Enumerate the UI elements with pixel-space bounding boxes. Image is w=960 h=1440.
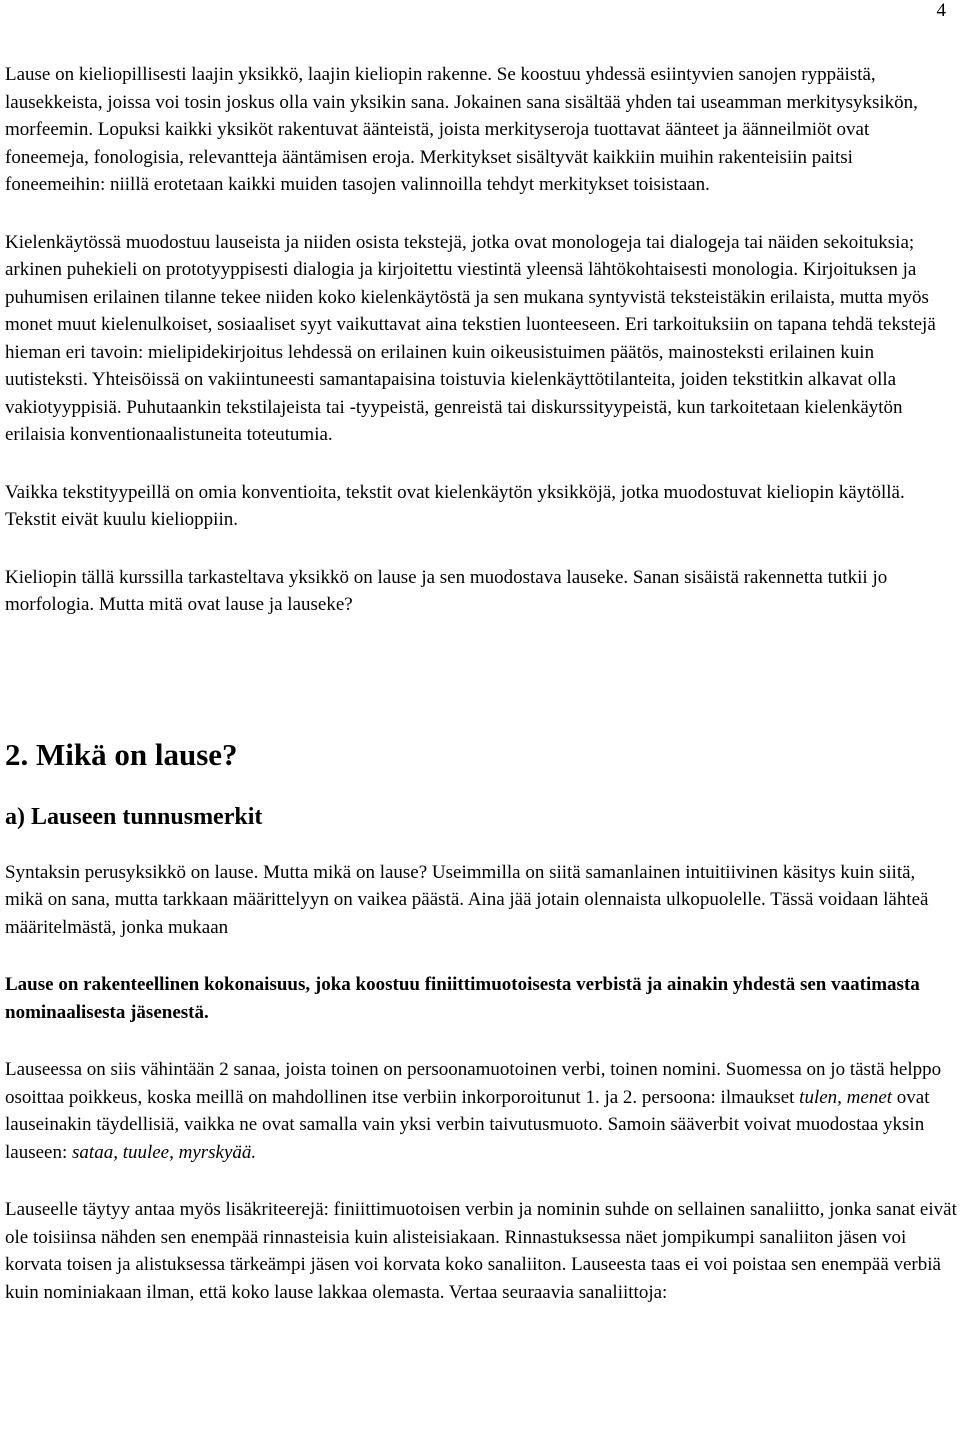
italic-example: tulen, menet — [799, 1086, 893, 1108]
paragraph-language-use: Kielenkäytössä muodostuu lauseista ja niiden osista tekstejä, jotka ovat monologeja tai dialogeja tai näiden sekoituksia; arkinen puhekieli on prototyyppisesti dialogia ja kirjoitettu viestintä yleensä lähtökohtaisesti monologia. Kirjoituksen ja puhumisen erilainen tilanne tekee niiden koko kielenkäytöstä ja sen mukana syntyvistä teksteistäkin erilaista, mutta myös monet muut kielenulkoiset, sosiaaliset syyt vaikuttavat aina tekstien luonteeseen. Eri tarkoituksiin on tapana tehdä tekstejä hieman eri tavoin: mielipidekirjoitus lehdessä on erilainen kuin oikeusistuimen päätös, mainosteksti erilainen kuin uutisteksti. Yhteisöissä on vakiintuneesti samantapaisina toistuvia kielenkäyttötilanteita, joiden tekstitkin alkavat olla vakiotyyppisiä. Puhutaankin tekstilajeista tai -tyypeistä, genreistä tai diskurssityypeistä, kun tarkoitetaan kielenkäytön erilaisia konventionaalistuneita toteutumia. — [5, 231, 936, 445]
italic-example: sataa, tuulee, myrskyää. — [72, 1141, 257, 1163]
paragraph-additional-criteria: Lauseelle täytyy antaa myös lisäkriteerejä: finiittimuotoisen verbin ja nominin suhde on sellainen sanaliitto, jonka sanat eivät ole toisiinsa nähden sen enempää rinnasteisia kuin alisteisiakaan. Rinnastuksessa näet jompikumpi sanaliiton jäsen voi korvata toisen ja alistuksessa tärkeämpi jäsen voi korvata koko sanaliiton. Lauseesta taas ei voi poistaa sen enempää verbiä kuin nominiakaan ilman, että koko lause lakkaa olemasta. Vertaa seuraavia sanaliittoja: — [5, 1199, 957, 1303]
paragraph-text-types: Vaikka tekstityypeillä on omia konventioita, tekstit ovat kielenkäytön yksikköjä, jotka muodostuvat kieliopin käytöllä. Tekstit eivät kuulu kielioppiin. — [5, 481, 905, 530]
paragraph-text: ovat lauseinakin täydellisiä, vaikka ne ovat samalla vain yksi verbin taivutusmuoto. Samoin sääverbit voivat muodostaa yksin lauseen: — [5, 1086, 930, 1163]
paragraph-sentence-definition: Lause on kieliopillisesti laajin yksikkö, laajin kieliopin rakenne. Se koostuu yhdessä esiintyvien sanojen ryppäistä, lausekkeista, joissa voi tosin joskus olla vain yksikin sana. Jokainen sana sisältää yhden tai useamman merkitysyksikön, morfeemin. Lopuksi kaikki yksiköt rakentuvat äänteistä, joista merkityseroja tuottavat äänteet ja äänneilmiöt ovat foneemeja, fonologisia, relevantteja ääntämisen eroja. Merkitykset sisältyvät kaikkiin muihin rakenteisiin paitsi foneemeihin: niillä erotetaan kaikki muiden tasojen valinnoilla tehdyt merkitykset toisistaan. — [5, 64, 918, 195]
sentence-definition: Lause on rakenteellinen kokonaisuus, joka koostuu finiittimuotoisesta verbistä ja ainakin yhdestä sen vaatimasta nominaalisesta jäsenestä. — [5, 974, 920, 1023]
document-body — [5, 61, 957, 1306]
paragraph-sentence-words — [5, 1056, 957, 1166]
paragraph-course-unit: Kieliopin tällä kurssilla tarkasteltava yksikkö on lause ja sen muodostava lauseke. Sanan sisäistä rakennetta tutkii jo morfologia. Mutta mitä ovat lause ja lauseke? — [5, 566, 888, 615]
paragraph-syntax-basic-unit: Syntaksin perusyksikkö on lause. Mutta mikä on lause? Useimmilla on siitä samanlainen intuitiivinen käsitys kuin siitä, mikä on sana, mutta tarkkaan määrittelyyn on vaikea päästä. Aina jää jotain olennaista ulkopuolelle. Tässä voidaan lähteä määritelmästä, jonka mukaan — [5, 861, 929, 938]
section-subheading: a) Lauseen tunnusmerkit — [5, 803, 263, 830]
page-number: 4 — [936, 0, 946, 21]
section-heading: 2. Mikä on lause? — [5, 736, 238, 772]
paragraph-text: Lauseessa on siis vähintään 2 sanaa, joista toinen on persoonamuotoinen verbi, toinen nomini. Suomessa on jo tästä helppo osoittaa poikkeus, koska meillä on mahdollinen itse verbiin inkorporoitunut 1. ja 2. persoona: ilmaukset — [5, 1059, 942, 1108]
